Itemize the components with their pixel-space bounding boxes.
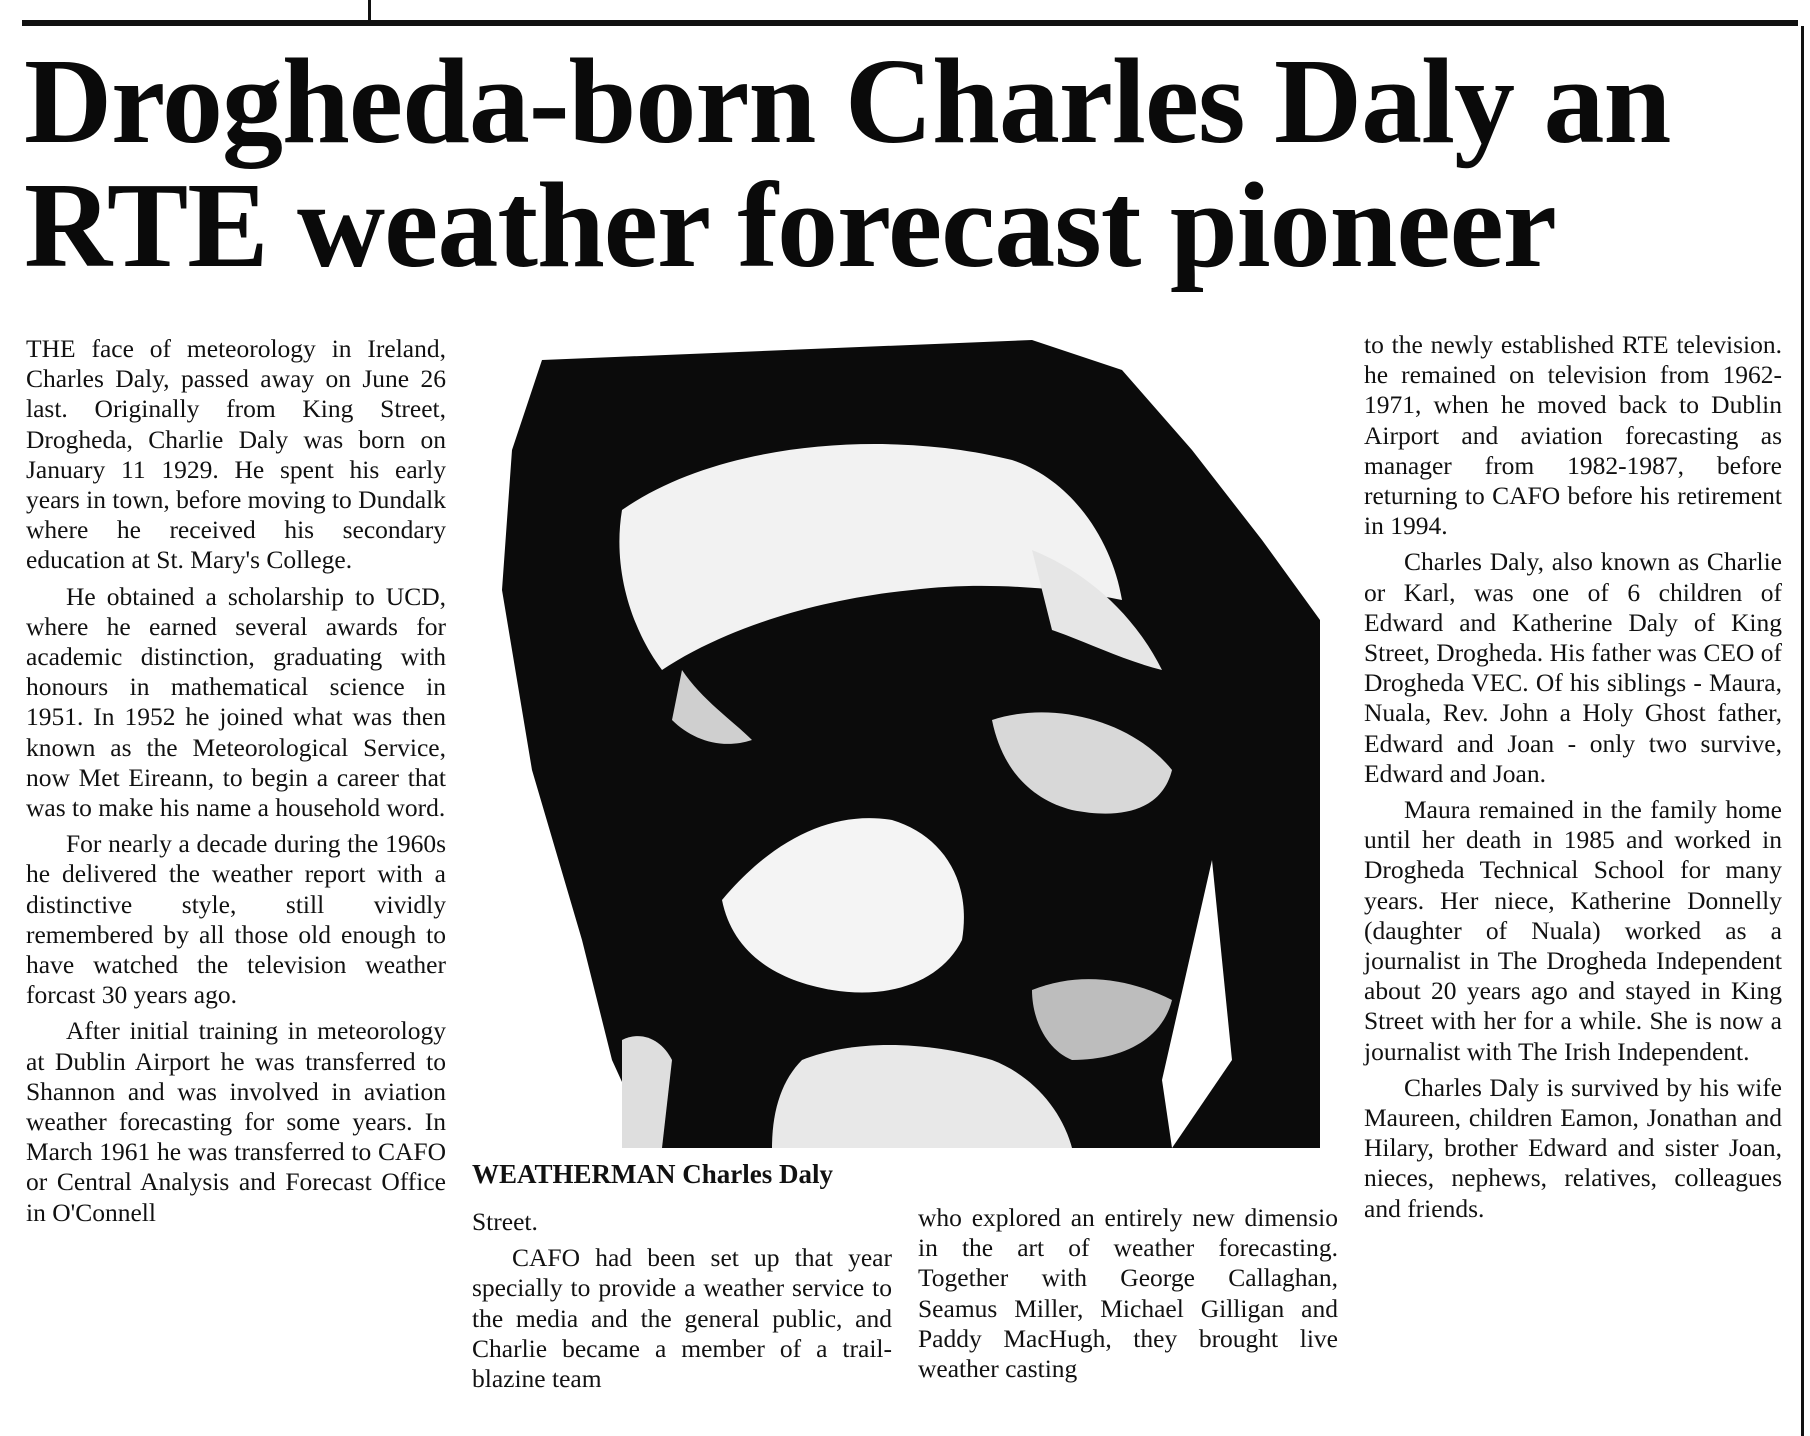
paragraph: He obtained a scholarship to UCD, where he earned several awards for academic distinction, graduating with honours in mathematical science in 1951. In 1952 he joined what was then known as the Meteorological Service, now Met Eireann, to begin a career that was to make his name a household word. xyxy=(26,581,446,823)
caption-lead: WEATHERMAN xyxy=(472,1159,676,1189)
paragraph: who explored an entirely new dimensio in the art of weather forecasting. Together with George Callaghan, Seamus Miller, Michael Gilligan and Paddy MacHugh, they brought live weather casting xyxy=(918,1203,1338,1384)
paragraph: After initial training in meteorology at Dublin Airport he was transferred to Shannon and was involved in aviation weather forecasting for some years. In March 1961 he was transferred to CAFO or Central Analysis and Forecast Office in O'Connell xyxy=(26,1016,446,1227)
paragraph: CAFO had been set up that year specially to provide a weather service to the media and the general public, and Charlie became a member of a trail-blazine team xyxy=(472,1243,892,1394)
article-column-2 xyxy=(472,1207,892,1400)
paragraph: For nearly a decade during the 1960s he delivered the weather report with a distinctive style, still vividly remembered by all those old enough to have watched the television weather forcast 30 years ago. xyxy=(26,829,446,1010)
headline: Drogheda-born Charles Daly an RTE weather forecast pioneer xyxy=(24,34,1671,293)
article-column-1 xyxy=(26,334,446,1234)
column-rule-stub xyxy=(368,0,371,20)
caption-name: Charles Daly xyxy=(675,1159,834,1189)
top-rule xyxy=(22,20,1798,26)
paragraph: to the newly established RTE television. he remained on television from 1962-1971, when he moved back to Dublin Airport and aviation forecasting as manager from 1982-1987, before returning to CAFO before his retirement in 1994. xyxy=(1364,330,1782,541)
paragraph: Street. xyxy=(472,1207,538,1236)
paragraph: Charles Daly is survived by his wife Maureen, children Eamon, Jonathan and Hilary, brother Edward and sister Joan, nieces, nephews, relatives, colleagues and friends. xyxy=(1364,1072,1782,1223)
paragraph: Charles Daly, also known as Charlie or Karl, was one of 6 children of Edward and Katherine Daly of King Street, Drogheda. His father was CEO of Drogheda VEC. Of his siblings - Maura, Nuala, Rev. John a Holy Ghost father, Edward and Joan - only two survive, Edward and Joan. xyxy=(1364,547,1782,788)
article-column-3 xyxy=(918,1203,1338,1390)
weatherman-photo xyxy=(472,340,1320,1148)
photo-caption xyxy=(472,1158,833,1190)
paragraph: THE face of meteorology in Ireland, Charles Daly, passed away on June 26 last. Originally from King Street, Drogheda, Charlie Daly was born on January 11 1929. He spent his early years in town, before moving to Dundalk where he received his secondary education at St. Mary's College. xyxy=(26,334,446,575)
article-column-4 xyxy=(1364,330,1782,1230)
portrait-image xyxy=(472,340,1320,1148)
right-border-rule xyxy=(1801,26,1804,1436)
paragraph: Maura remained in the family home until her death in 1985 and worked in Drogheda Technical School for many years. Her niece, Katherine Donnelly (daughter of Nuala) worked as a journalist in The Drogheda Independent about 20 years ago and stayed in King Street with her for a while. She is now a journalist with The Irish Independent. xyxy=(1364,795,1782,1066)
